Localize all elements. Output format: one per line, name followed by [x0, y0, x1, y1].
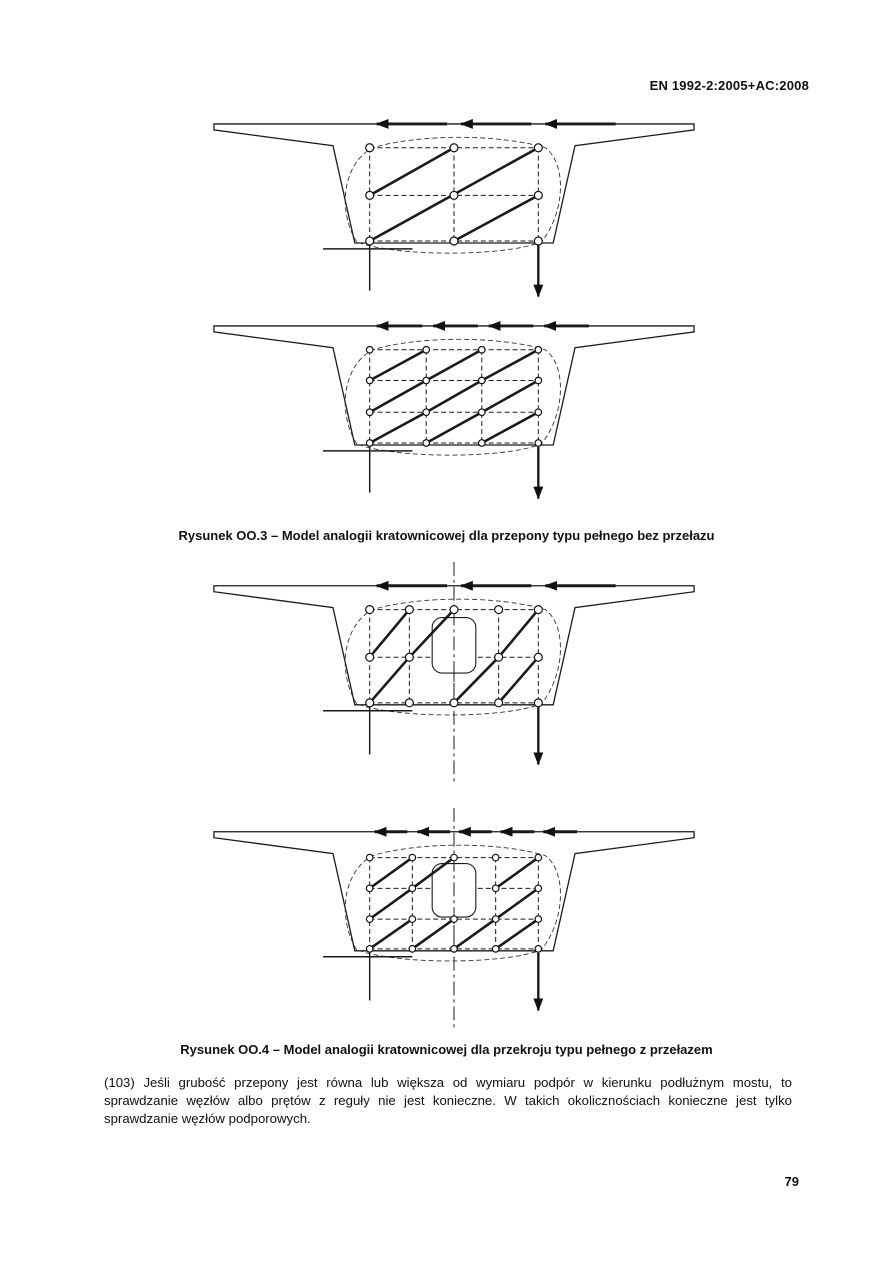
figure-oo3-diagram-coarse	[206, 116, 702, 310]
figure-oo3-caption: Rysunek OO.3 – Model analogii kratownicowej dla przepony typu pełnego bez przełazu	[178, 528, 715, 543]
box-girder-truss-fine-manhole	[206, 804, 702, 1032]
figure-oo4-diagram-fine	[206, 804, 702, 1032]
box-girder-truss-coarse-manhole	[206, 558, 702, 786]
page-number: 79	[784, 1174, 799, 1189]
figure-oo4-caption: Rysunek OO.4 – Model analogii kratownicowej dla przekroju typu pełnego z przełazem	[180, 1042, 713, 1057]
clause-103-paragraph: (103) Jeśli grubość przepony jest równa lub większa od wymiaru podpór w kierunku podłużnym mostu, to sprawdzanie węzłów albo prętów z reguły nie jest konieczne. W takich okolicznościach konieczne jest tylko sprawdzanie węzłów podporowych.	[104, 1075, 792, 1126]
box-girder-truss-coarse	[206, 116, 702, 310]
box-girder-truss-fine	[206, 318, 702, 512]
strut-members	[370, 350, 539, 443]
document-reference-header: EN 1992-2:2005+AC:2008	[649, 78, 809, 93]
figure-oo4-diagram-coarse	[206, 558, 702, 786]
figure-oo3-diagram-fine	[206, 318, 702, 512]
